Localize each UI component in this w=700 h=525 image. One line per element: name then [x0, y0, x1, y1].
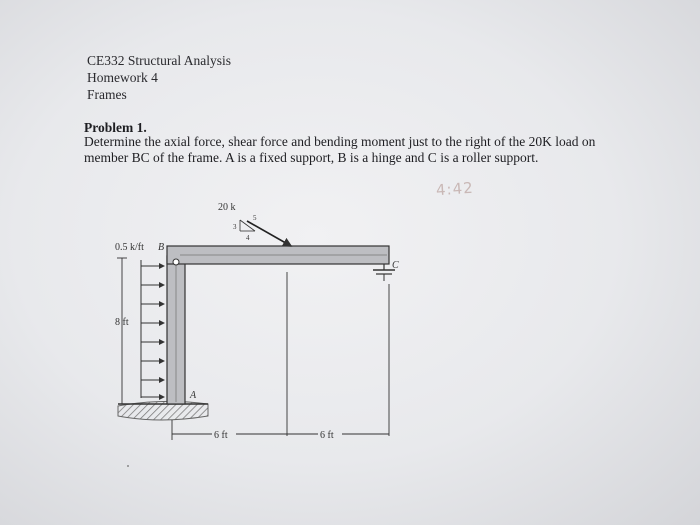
beam-BC: [167, 246, 389, 264]
point-B-label: B: [158, 242, 165, 253]
slope-hyp-label: 5: [253, 214, 257, 222]
point-C-label: C: [392, 260, 399, 271]
span-1-label: 6 ft: [214, 430, 228, 441]
topic-label: Frames: [87, 87, 127, 102]
column-AB: [167, 256, 185, 404]
height-dimension: [117, 258, 127, 404]
problem-line-2: member BC of the frame. A is a fixed support, B is a hinge and C is a roller support.: [84, 150, 539, 165]
distributed-load-label: 0.5 k/ft: [115, 242, 144, 253]
distributed-load: [141, 260, 164, 398]
slope-horiz-label: 4: [246, 234, 250, 242]
homework-label: Homework 4: [87, 70, 158, 85]
problem-title: Problem 1.: [84, 120, 147, 135]
height-label: 8 ft: [115, 317, 129, 328]
course-title: CE332 Structural Analysis: [87, 53, 231, 68]
problem-line-1: Determine the axial force, shear force and bending moment just to the right of the 20K load on: [84, 134, 596, 149]
point-load-20k: [247, 221, 291, 246]
fixed-support-ground: [118, 401, 208, 420]
paper-speck: [127, 465, 129, 467]
span-2-label: 6 ft: [320, 430, 334, 441]
hinge-B: [173, 259, 179, 265]
slope-vert-label: 3: [233, 223, 237, 231]
point-A-label: A: [190, 390, 197, 401]
point-load-label: 20 k: [218, 202, 236, 213]
handwritten-note: 4:42: [435, 178, 475, 200]
